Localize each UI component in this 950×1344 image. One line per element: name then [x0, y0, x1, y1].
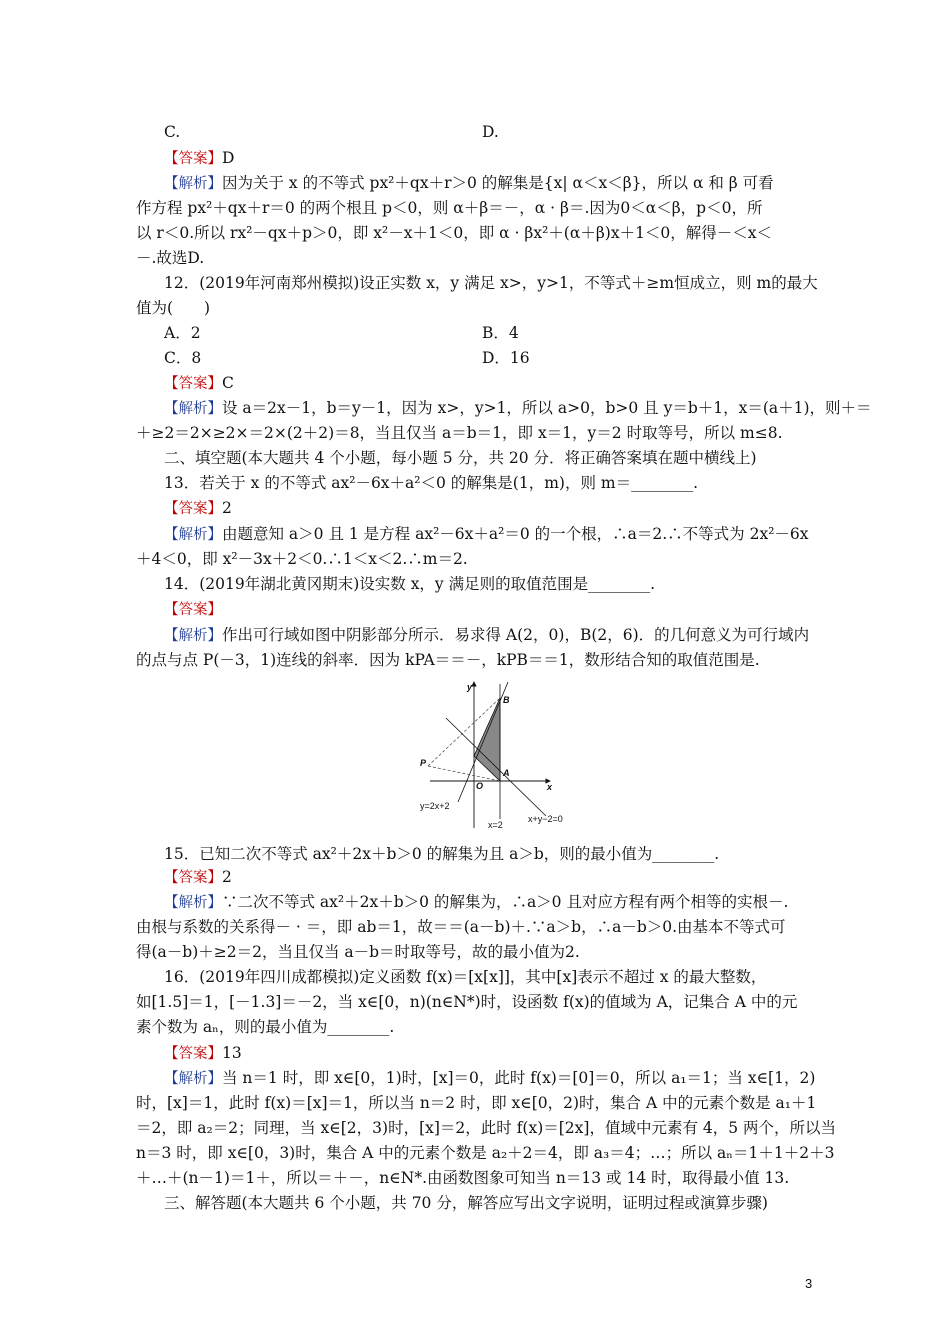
- q13-analysis-line-2: ＋4＜0，即 x²－3x＋2＜0.∴1＜x＜2.∴m＝2.: [136, 550, 468, 568]
- analysis-tag: 【解析】: [164, 628, 222, 644]
- section-2-heading: 二、填空题(本大题共 4 个小题，每小题 5 分，共 20 分．将正确答案填在题中横线上): [164, 449, 757, 467]
- q14-answer: [164, 598, 844, 621]
- answer-tag: 【答案】: [164, 602, 222, 618]
- answer-tag: 【答案】: [164, 870, 222, 886]
- feasible-region-figure: [418, 676, 578, 832]
- q15-analysis-text-1: ∵二次不等式 ax²＋2x＋b＞0 的解集为，∴a＞0 且对应方程有两个相等的实根－.: [222, 893, 789, 911]
- q12-option-b: B．4: [482, 324, 519, 342]
- q11-analysis-text-1: 因为关于 x 的不等式 px²＋qx＋r＞0 的解集是{x| α＜x＜β}，所以 α 和 β 可看: [222, 174, 774, 192]
- q11-answer: [164, 147, 844, 170]
- q12-options-cd: [164, 347, 844, 369]
- q12-analysis-text-1: 设 a＝2x－1，b＝y－1，因为 x>，y>1，所以 a>0，b>0 且 y＝b＋1，x＝(a＋1)，则＋＝: [222, 399, 872, 417]
- q15-answer: [164, 866, 844, 889]
- q13-analysis-text-1: 由题意知 a＞0 且 1 是方程 ax²－6x＋a²＝0 的一个根，∴a＝2.∴不等式为 2x²－6x: [222, 525, 809, 543]
- q11-analysis-line-3: 以 r＜0.所以 rx²－qx＋p＞0，即 x²－x＋1＜0，即 α · βx²＋(α＋β)x＋1＜0，解得－＜x＜: [136, 224, 773, 242]
- q12-stem-2: 值为( ): [136, 299, 211, 317]
- answer-tag: 【答案】: [164, 376, 222, 392]
- q16-analysis-line-4: n＝3 时，即 x∈[0，3)时，集合 A 中的元素个数是 a₂＋2＝4，即 a₃＝4；…；所以 aₙ＝1＋1＋2＋3: [136, 1144, 835, 1162]
- analysis-tag: 【解析】: [164, 401, 222, 417]
- q11-option-c: C.: [164, 123, 181, 141]
- q15-answer-value: 2: [222, 868, 232, 886]
- q11-analysis-line-2: 作方程 px²＋qx＋r＝0 的两个根且 p＜0，则 α＋β＝－，α · β＝.因为0＜α＜β，p＜0，所: [136, 199, 763, 217]
- q12-stem-1: 12．(2019年河南郑州模拟)设正实数 x，y 满足 x>，y>1，不等式＋≥m恒成立，则 m的最大: [164, 274, 818, 292]
- q16-answer: [164, 1042, 844, 1065]
- label-o: O: [476, 781, 484, 791]
- q12-answer-value: C: [222, 374, 234, 392]
- q12-analysis-line-1: [164, 397, 872, 420]
- q16-stem-3: 素个数为 aₙ，则的最小值为________.: [136, 1018, 395, 1036]
- q16-analysis-line-5: ＋…＋(n－1)＝1＋，所以＝＋－，n∈N*.由函数图象可知当 n＝13 或 14 时，取得最小值 13.: [136, 1169, 790, 1187]
- q16-answer-value: 13: [222, 1044, 242, 1062]
- q12-answer: [164, 372, 844, 395]
- label-line-x-eq-2: x=2: [488, 820, 503, 830]
- q16-stem-1: 16．(2019年四川成都模拟)定义函数 f(x)＝[x[x]]，其中[x]表示不超过 x 的最大整数，: [164, 968, 767, 986]
- analysis-tag: 【解析】: [164, 1071, 222, 1087]
- q12-analysis-line-2: ＋≥2＝2×≥2×＝2×(2＋2)＝8，当且仅当 a＝b＝1，即 x＝1，y＝2 时取等号，所以 m≤8.: [136, 424, 783, 442]
- q16-analysis-text-1: 当 n＝1 时，即 x∈[0，1)时，[x]＝0，此时 f(x)＝[0]＝0，所以 a₁＝1；当 x∈[1，2): [222, 1069, 816, 1087]
- section-3-heading: 三、解答题(本大题共 6 个小题，共 70 分，解答应写出文字说明，证明过程或演算步骤): [164, 1194, 768, 1212]
- q11-analysis-line-4: －.故选D.: [136, 249, 205, 267]
- q13-answer: [164, 497, 844, 520]
- analysis-tag: 【解析】: [164, 527, 222, 543]
- label-p: P: [420, 758, 427, 768]
- q16-analysis-line-1: [164, 1067, 844, 1090]
- label-a: A: [503, 768, 510, 778]
- q11-options-cd: [164, 121, 844, 143]
- analysis-tag: 【解析】: [164, 176, 222, 192]
- q14-stem: 14．(2019年湖北黄冈期末)设实数 x，y 满足则的取值范围是________.: [164, 575, 656, 593]
- page-number: 3: [805, 1276, 813, 1291]
- label-y: y: [467, 682, 473, 692]
- q11-analysis-line-1: [164, 172, 844, 195]
- answer-tag: 【答案】: [164, 1046, 222, 1062]
- q14-analysis-line-2: 的点与点 P(－3，1)连线的斜率．因为 kPA＝＝－，kPB＝＝1，数形结合知的取值范围是.: [136, 651, 760, 669]
- label-line-y-eq-2x-plus-2: y=2x+2: [420, 801, 450, 811]
- label-x: x: [547, 782, 553, 792]
- q16-analysis-line-2: 时，[x]＝1，此时 f(x)＝[x]＝1，所以当 n＝2 时，即 x∈[0，2)时，集合 A 中的元素个数是 a₁＋1: [136, 1094, 817, 1112]
- q15-analysis-line-2: 由根与系数的关系得－ · ＝，即 ab＝1，故＝＝(a－b)＋.∵a＞b，∴a－b＞0.由基本不等式可: [136, 918, 786, 936]
- q15-analysis-line-3: 得(a－b)＋≥2＝2，当且仅当 a－b＝时取等号，故的最小值为2.: [136, 943, 580, 961]
- label-line-x-plus-y: x+y−2=0: [528, 814, 563, 824]
- q14-analysis-text-1: 作出可行域如图中阴影部分所示．易求得 A(2，0)，B(2，6)．的几何意义为可行域内: [222, 626, 810, 644]
- answer-tag: 【答案】: [164, 501, 222, 517]
- q15-stem: 15．已知二次不等式 ax²＋2x＋b＞0 的解集为且 a＞b，则的最小值为________.: [164, 845, 720, 863]
- q13-answer-value: 2: [222, 499, 232, 517]
- q14-analysis-line-1: [164, 624, 844, 647]
- q11-answer-value: D: [222, 149, 235, 167]
- q12-option-a: A．2: [164, 324, 201, 342]
- answer-tag: 【答案】: [164, 151, 222, 167]
- q12-options-ab: [164, 322, 844, 344]
- label-b: B: [503, 695, 510, 705]
- q15-analysis-line-1: [164, 891, 844, 914]
- q16-analysis-line-3: ＝2，即 a₂＝2；同理，当 x∈[2，3)时，[x]＝2，此时 f(x)＝[2x]，值域中元素有 4，5 两个，所以当: [136, 1119, 837, 1137]
- q13-analysis-line-1: [164, 523, 844, 546]
- q12-option-d: D．16: [482, 349, 530, 367]
- q16-stem-2: 如[1.5]＝1，[－1.3]＝－2，当 x∈[0，n)(n∈N*)时，设函数 f(x)的值域为 A，记集合 A 中的元: [136, 993, 798, 1011]
- q12-option-c: C．8: [164, 349, 202, 367]
- q11-option-d: D.: [482, 123, 499, 141]
- q13-stem: 13．若关于 x 的不等式 ax²－6x＋a²＜0 的解集是(1，m)，则 m＝________.: [164, 474, 698, 492]
- analysis-tag: 【解析】: [164, 895, 222, 911]
